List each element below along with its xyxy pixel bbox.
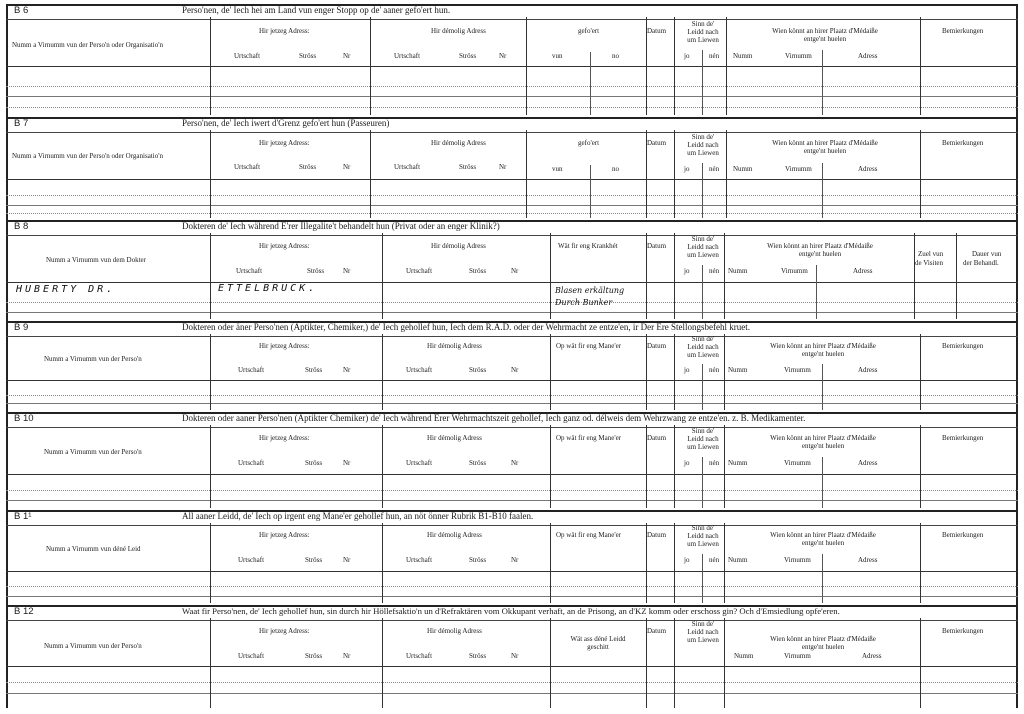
datum-label: Datum	[647, 434, 667, 442]
sinn-label-3: um Liewen	[687, 636, 719, 644]
former-address-label: Hir démolig Adress	[427, 342, 482, 350]
vun-label: vun	[552, 52, 563, 60]
sinn-label-2: Leidd nach	[687, 532, 719, 540]
what-happened-label-1: Wät ass déné Leidd	[570, 635, 626, 643]
sinn-label-3: um Liewen	[687, 149, 719, 157]
section-title: Perso'nen, de' Iech hei am Land vun enger Stopp op de' aaner gefo'ert hun.	[182, 5, 451, 15]
sinn-label-2: Leidd nach	[687, 628, 719, 636]
section-code: B 9	[14, 322, 29, 333]
urtschaft-label: Urtschaft	[394, 163, 421, 171]
numm-label: Numm	[728, 366, 748, 374]
former-address-label: Hir démolig Adress	[427, 434, 482, 442]
virnumm-label: Virnumm	[781, 267, 808, 275]
former-address-label: Hir démolig Adress	[427, 531, 482, 539]
name-column-label: Numm a Virnumm vun der Perso'n	[44, 642, 142, 650]
section-title: All aaner Leidd, de' Iech op irgent eng Mane'er gehollef hun, an nöt önner Rubrik B1-B10 faalen.	[182, 511, 534, 521]
no-label: no	[612, 165, 619, 173]
adress-label: Adress	[858, 556, 878, 564]
zuel-label-1: Zuel vun	[918, 250, 944, 258]
nr-label: Nr	[343, 163, 351, 171]
sinn-label-2: Leidd nach	[687, 141, 719, 149]
jo-label: jo	[684, 165, 690, 173]
stross-label: Ströss	[305, 556, 323, 564]
urtschaft-label: Urtschaft	[406, 652, 433, 660]
sinn-label-1: Sinn de'	[691, 235, 715, 243]
bemierkungen-label: Bemierkungen	[942, 627, 984, 635]
urtschaft-label: Urtschaft	[238, 459, 265, 467]
datum-label: Datum	[647, 27, 667, 35]
sinn-label-1: Sinn de'	[691, 524, 715, 532]
stross-label: Ströss	[305, 366, 323, 374]
nen-label: nén	[709, 556, 720, 564]
wien-label-1: Wien könnt an hirer Plaatz d'Médaiße	[770, 635, 876, 643]
section-b10	[6, 412, 1018, 508]
wien-label-2: entge'nt huelen	[798, 250, 842, 258]
bemierkungen-label: Bemierkungen	[942, 531, 984, 539]
stross-label: Ströss	[469, 366, 487, 374]
numm-label: Numm	[734, 652, 754, 660]
nen-label: nén	[709, 459, 720, 467]
section-title: Waat fir Perso'nen, de' Iech gehollef hun, sin durch hir Höllefsaktio'n un d'Refraktären vom Okkupant verhaft, an de Prisong, an d'KZ komm oder erschoss gin? Och d'Emsiedlung opfe'eren.	[182, 606, 840, 616]
name-column-label: Numm a Virnumm vun der Perso'n oder Organisatio'n	[12, 152, 163, 160]
dauer-label-2: der Behandl.	[963, 259, 999, 267]
jo-label: jo	[684, 556, 690, 564]
virnumm-label: Virnumm	[784, 652, 811, 660]
section-header	[6, 117, 1018, 133]
name-column-label: Numm a Virnumm vun dem Dokter	[46, 256, 146, 264]
section-code: B 12	[14, 606, 34, 617]
wien-label-1: Wien könnt an hirer Plaatz d'Médaiße	[767, 242, 873, 250]
nr-label: Nr	[499, 52, 507, 60]
wien-label-2: entge'nt huelen	[801, 350, 845, 358]
nen-label: nén	[709, 366, 720, 374]
virnumm-label: Virnumm	[784, 459, 811, 467]
nr-label: Nr	[343, 52, 351, 60]
section-b12	[6, 605, 1018, 708]
krankheet-label: Wät fir eng Krankhét	[558, 242, 618, 250]
no-label: no	[612, 52, 619, 60]
datum-label: Datum	[647, 627, 667, 635]
stross-label: Ströss	[305, 459, 323, 467]
nr-label: Nr	[511, 459, 519, 467]
bemierkungen-label: Bemierkungen	[942, 342, 984, 350]
illness-entry-line-1: Blasen erkältung	[555, 286, 625, 295]
stross-label: Ströss	[469, 556, 487, 564]
adress-label: Adress	[858, 165, 878, 173]
datum-label: Datum	[647, 342, 667, 350]
stross-label: Ströss	[307, 267, 325, 275]
wien-label-2: entge'nt huelen	[803, 147, 847, 155]
urtschaft-label: Urtschaft	[406, 459, 433, 467]
wien-label-1: Wien könnt an hirer Plaatz d'Médaiße	[770, 434, 876, 442]
section-b8	[6, 220, 1018, 319]
name-column-label: Numm a Virnumm vun der Perso'n oder Organisatio'n	[12, 41, 163, 49]
former-address-label: Hir démolig Adress	[431, 242, 486, 250]
adress-label: Adress	[858, 366, 878, 374]
stross-label: Ströss	[459, 52, 477, 60]
jo-label: jo	[684, 366, 690, 374]
adress-label: Adress	[853, 267, 873, 275]
urtschaft-label: Urtschaft	[238, 366, 265, 374]
gefoert-label: gefo'ert	[578, 27, 600, 35]
doctor-name-entry: HUBERTY DR.	[16, 284, 116, 295]
urtschaft-label: Urtschaft	[238, 556, 265, 564]
section-code: B 6	[14, 5, 29, 16]
stross-label: Ströss	[299, 52, 317, 60]
wien-label-2: entge'nt huelen	[801, 539, 845, 547]
section-title: Dokteren oder äner Perso'nen (Aptikter, Chemiker,) de' Iech gehollef hun, Iech dem R.A.D. oder der Wehrmacht ze entze'en, ir Der Ere Stellongsbefehl kruet.	[182, 322, 751, 332]
datum-label: Datum	[647, 242, 667, 250]
wien-label-1: Wien könnt an hirer Plaatz d'Médaiße	[772, 27, 878, 35]
section-code: B 7	[14, 118, 29, 129]
section-code: B 8	[14, 221, 29, 232]
stross-label: Ströss	[469, 267, 487, 275]
what-happened-label-2: geschitt	[587, 643, 609, 651]
current-address-label: Hir jetzeg Adress:	[259, 627, 310, 635]
sinn-label-3: um Liewen	[687, 351, 719, 359]
urtschaft-label: Urtschaft	[394, 52, 421, 60]
urtschaft-label: Urtschaft	[234, 52, 261, 60]
current-address-label: Hir jetzeg Adress:	[259, 342, 310, 350]
sinn-label-2: Leidd nach	[687, 28, 719, 36]
op-wat-label: Op wät fir eng Mane'er	[556, 342, 622, 350]
section-code: B 1¹	[14, 511, 32, 522]
nr-label: Nr	[343, 459, 351, 467]
stross-label: Ströss	[469, 459, 487, 467]
jo-label: jo	[684, 52, 690, 60]
virnumm-label: Virnumm	[784, 556, 811, 564]
sinn-label-3: um Liewen	[687, 443, 719, 451]
nr-label: Nr	[511, 366, 519, 374]
sinn-label-1: Sinn de'	[691, 620, 715, 628]
numm-label: Numm	[728, 459, 748, 467]
current-address-label: Hir jetzeg Adress:	[259, 27, 310, 35]
adress-label: Adress	[862, 652, 882, 660]
numm-label: Numm	[733, 165, 753, 173]
illness-entry-line-2: Durch Bunker	[555, 298, 613, 307]
doctor-place-entry: ETTELBRUCK.	[218, 283, 318, 294]
nen-label: nén	[709, 165, 720, 173]
section-title: Dokteren de' Iech während E'rer Illegalite't behandelt hun (Privat oder an enger Klinik?)	[182, 221, 500, 231]
section-b9	[6, 321, 1018, 410]
sinn-label-2: Leidd nach	[687, 435, 719, 443]
jo-label: jo	[684, 459, 690, 467]
current-address-label: Hir jetzeg Adress:	[259, 434, 310, 442]
name-column-label: Numm a Virnumm vun déné Leid	[46, 545, 141, 553]
urtschaft-label: Urtschaft	[406, 366, 433, 374]
name-column-label: Numm a Virnumm vun der Perso'n	[44, 448, 142, 456]
sinn-label-3: um Liewen	[687, 251, 719, 259]
wien-label-2: entge'nt huelen	[801, 643, 845, 651]
urtschaft-label: Urtschaft	[236, 267, 263, 275]
section-b7	[6, 117, 1018, 218]
section-header	[6, 4, 1018, 20]
urtschaft-label: Urtschaft	[234, 163, 261, 171]
jo-label: jo	[684, 267, 690, 275]
numm-label: Numm	[728, 556, 748, 564]
current-address-label: Hir jetzeg Adress:	[259, 242, 310, 250]
sinn-label-3: um Liewen	[687, 540, 719, 548]
wien-label-1: Wien könnt an hirer Plaatz d'Médaiße	[770, 342, 876, 350]
nr-label: Nr	[343, 366, 351, 374]
nr-label: Nr	[499, 163, 507, 171]
bemierkungen-label: Bemierkungen	[942, 434, 984, 442]
datum-label: Datum	[647, 531, 667, 539]
sinn-label-1: Sinn de'	[691, 335, 715, 343]
nr-label: Nr	[343, 267, 351, 275]
vun-label: vun	[552, 165, 563, 173]
sinn-label-1: Sinn de'	[691, 133, 715, 141]
urtschaft-label: Urtschaft	[238, 652, 265, 660]
nr-label: Nr	[511, 267, 519, 275]
nen-label: nén	[709, 267, 720, 275]
zuel-label-2: de Visiten	[915, 259, 944, 267]
stross-label: Ströss	[469, 652, 487, 660]
adress-label: Adress	[858, 52, 878, 60]
sinn-label-1: Sinn de'	[691, 20, 715, 28]
former-address-label: Hir démolig Adress	[427, 627, 482, 635]
virnumm-label: Virnumm	[785, 165, 812, 173]
current-address-label: Hir jetzeg Adress:	[259, 139, 310, 147]
stross-label: Ströss	[459, 163, 477, 171]
dauer-label-1: Dauer vun	[972, 250, 1002, 258]
gefoert-label: gefo'ert	[578, 139, 600, 147]
nr-label: Nr	[343, 652, 351, 660]
datum-label: Datum	[647, 139, 667, 147]
urtschaft-label: Urtschaft	[406, 267, 433, 275]
sinn-label-1: Sinn de'	[691, 427, 715, 435]
name-column-label: Numm a Virnumm vun der Perso'n	[44, 355, 142, 363]
stross-label: Ströss	[305, 652, 323, 660]
section-title: Perso'nen, de' Iech iwert d'Grenz gefo'ert hun (Passeuren)	[182, 118, 390, 128]
section-title: Dokteren oder aaner Perso'nen (Aptikter Chemiker) de' Iech während Erer Wehrmachtszeit gehollef, Iech ganz od. délweis dem Wehrzwang ze entze'en. z. B. Medikamenter.	[182, 413, 806, 423]
virnumm-label: Virnumm	[785, 52, 812, 60]
bemierkungen-label: Bemierkungen	[942, 27, 984, 35]
nen-label: nén	[709, 52, 720, 60]
nr-label: Nr	[511, 556, 519, 564]
nr-label: Nr	[343, 556, 351, 564]
sinn-label-2: Leidd nach	[687, 243, 719, 251]
sinn-label-2: Leidd nach	[687, 343, 719, 351]
wien-label-2: entge'nt huelen	[801, 442, 845, 450]
section-b11	[6, 510, 1018, 603]
former-address-label: Hir démolig Adress	[431, 27, 486, 35]
section-header	[6, 220, 1018, 236]
current-address-label: Hir jetzeg Adress:	[259, 531, 310, 539]
stross-label: Ströss	[299, 163, 317, 171]
op-wat-label: Op wät fir eng Mane'er	[556, 531, 622, 539]
former-address-label: Hir démolig Adress	[431, 139, 486, 147]
wien-label-1: Wien könnt an hirer Plaatz d'Médaiße	[770, 531, 876, 539]
bemierkungen-label: Bemierkungen	[942, 139, 984, 147]
adress-label: Adress	[858, 459, 878, 467]
wien-label-2: entge'nt huelen	[803, 35, 847, 43]
nr-label: Nr	[511, 652, 519, 660]
urtschaft-label: Urtschaft	[406, 556, 433, 564]
section-code: B 10	[14, 413, 34, 424]
wien-label-1: Wien könnt an hirer Plaatz d'Médaiße	[772, 139, 878, 147]
section-b6	[6, 4, 1018, 115]
virnumm-label: Virnumm	[784, 366, 811, 374]
op-wat-label: Op wät fir eng Mane'er	[556, 434, 622, 442]
numm-label: Numm	[728, 267, 748, 275]
sinn-label-3: um Liewen	[687, 36, 719, 44]
numm-label: Numm	[733, 52, 753, 60]
